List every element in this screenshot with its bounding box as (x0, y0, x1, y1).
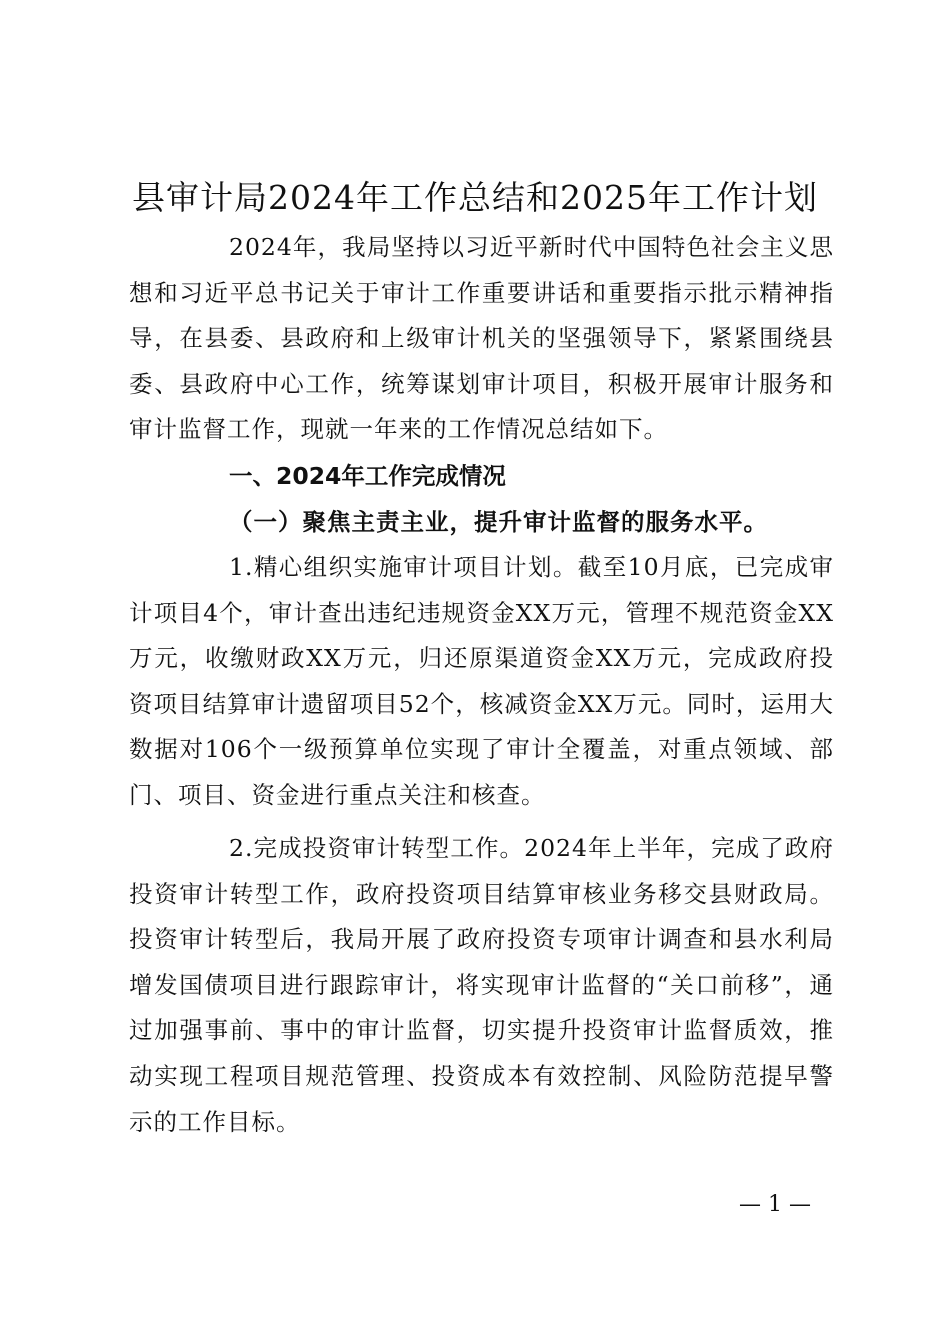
intro-paragraph: 2024年，我局坚持以习近平新时代中国特色社会主义思想和习近平总书记关于审计工作重要讲话和重要指示批示精神指导，在县委、县政府和上级审计机关的坚强领导下，紧紧围绕县委、县政府中心工作，统筹谋划审计项目，积极开展审计服务和审计监督工作，现就一年来的工作情况总结如下。 (129, 233, 834, 444)
document-title: 县审计局2024年工作总结和2025年工作计划 (132, 178, 818, 217)
page-number: — 1 — (739, 1192, 811, 1217)
item-1-paragraph: 1.精心组织实施审计项目计划。截至10月底，已完成审计项目4个，审计查出违纪违规资金XX万元，管理不规范资金XX万元，收缴财政XX万元，归还原渠道资金XX万元，完成政府投资项目结算审计遗留项目52个，核减资金XX万元。同时，运用大数据对106个一级预算单位实现了审计全覆盖，对重点领域、部门、项目、资金进行重点关注和核查。 (129, 553, 834, 809)
subsection-heading: （一）聚焦主责主业，提升审计监督的服务水平。 (229, 508, 768, 536)
section-heading: 一、2024年工作完成情况 (229, 462, 506, 490)
item-2-paragraph: 2.完成投资审计转型工作。2024年上半年，完成了政府投资审计转型工作，政府投资项目结算审核业务移交县财政局。投资审计转型后，我局开展了政府投资专项审计调查和县水利局增发国债项目进行跟踪审计，将实现审计监督的“关口前移”，通过加强事前、事中的审计监督，切实提升投资审计监督质效，推动实现工程项目规范管理、投资成本有效控制、风险防范提早警示的工作目标。 (129, 834, 834, 1136)
